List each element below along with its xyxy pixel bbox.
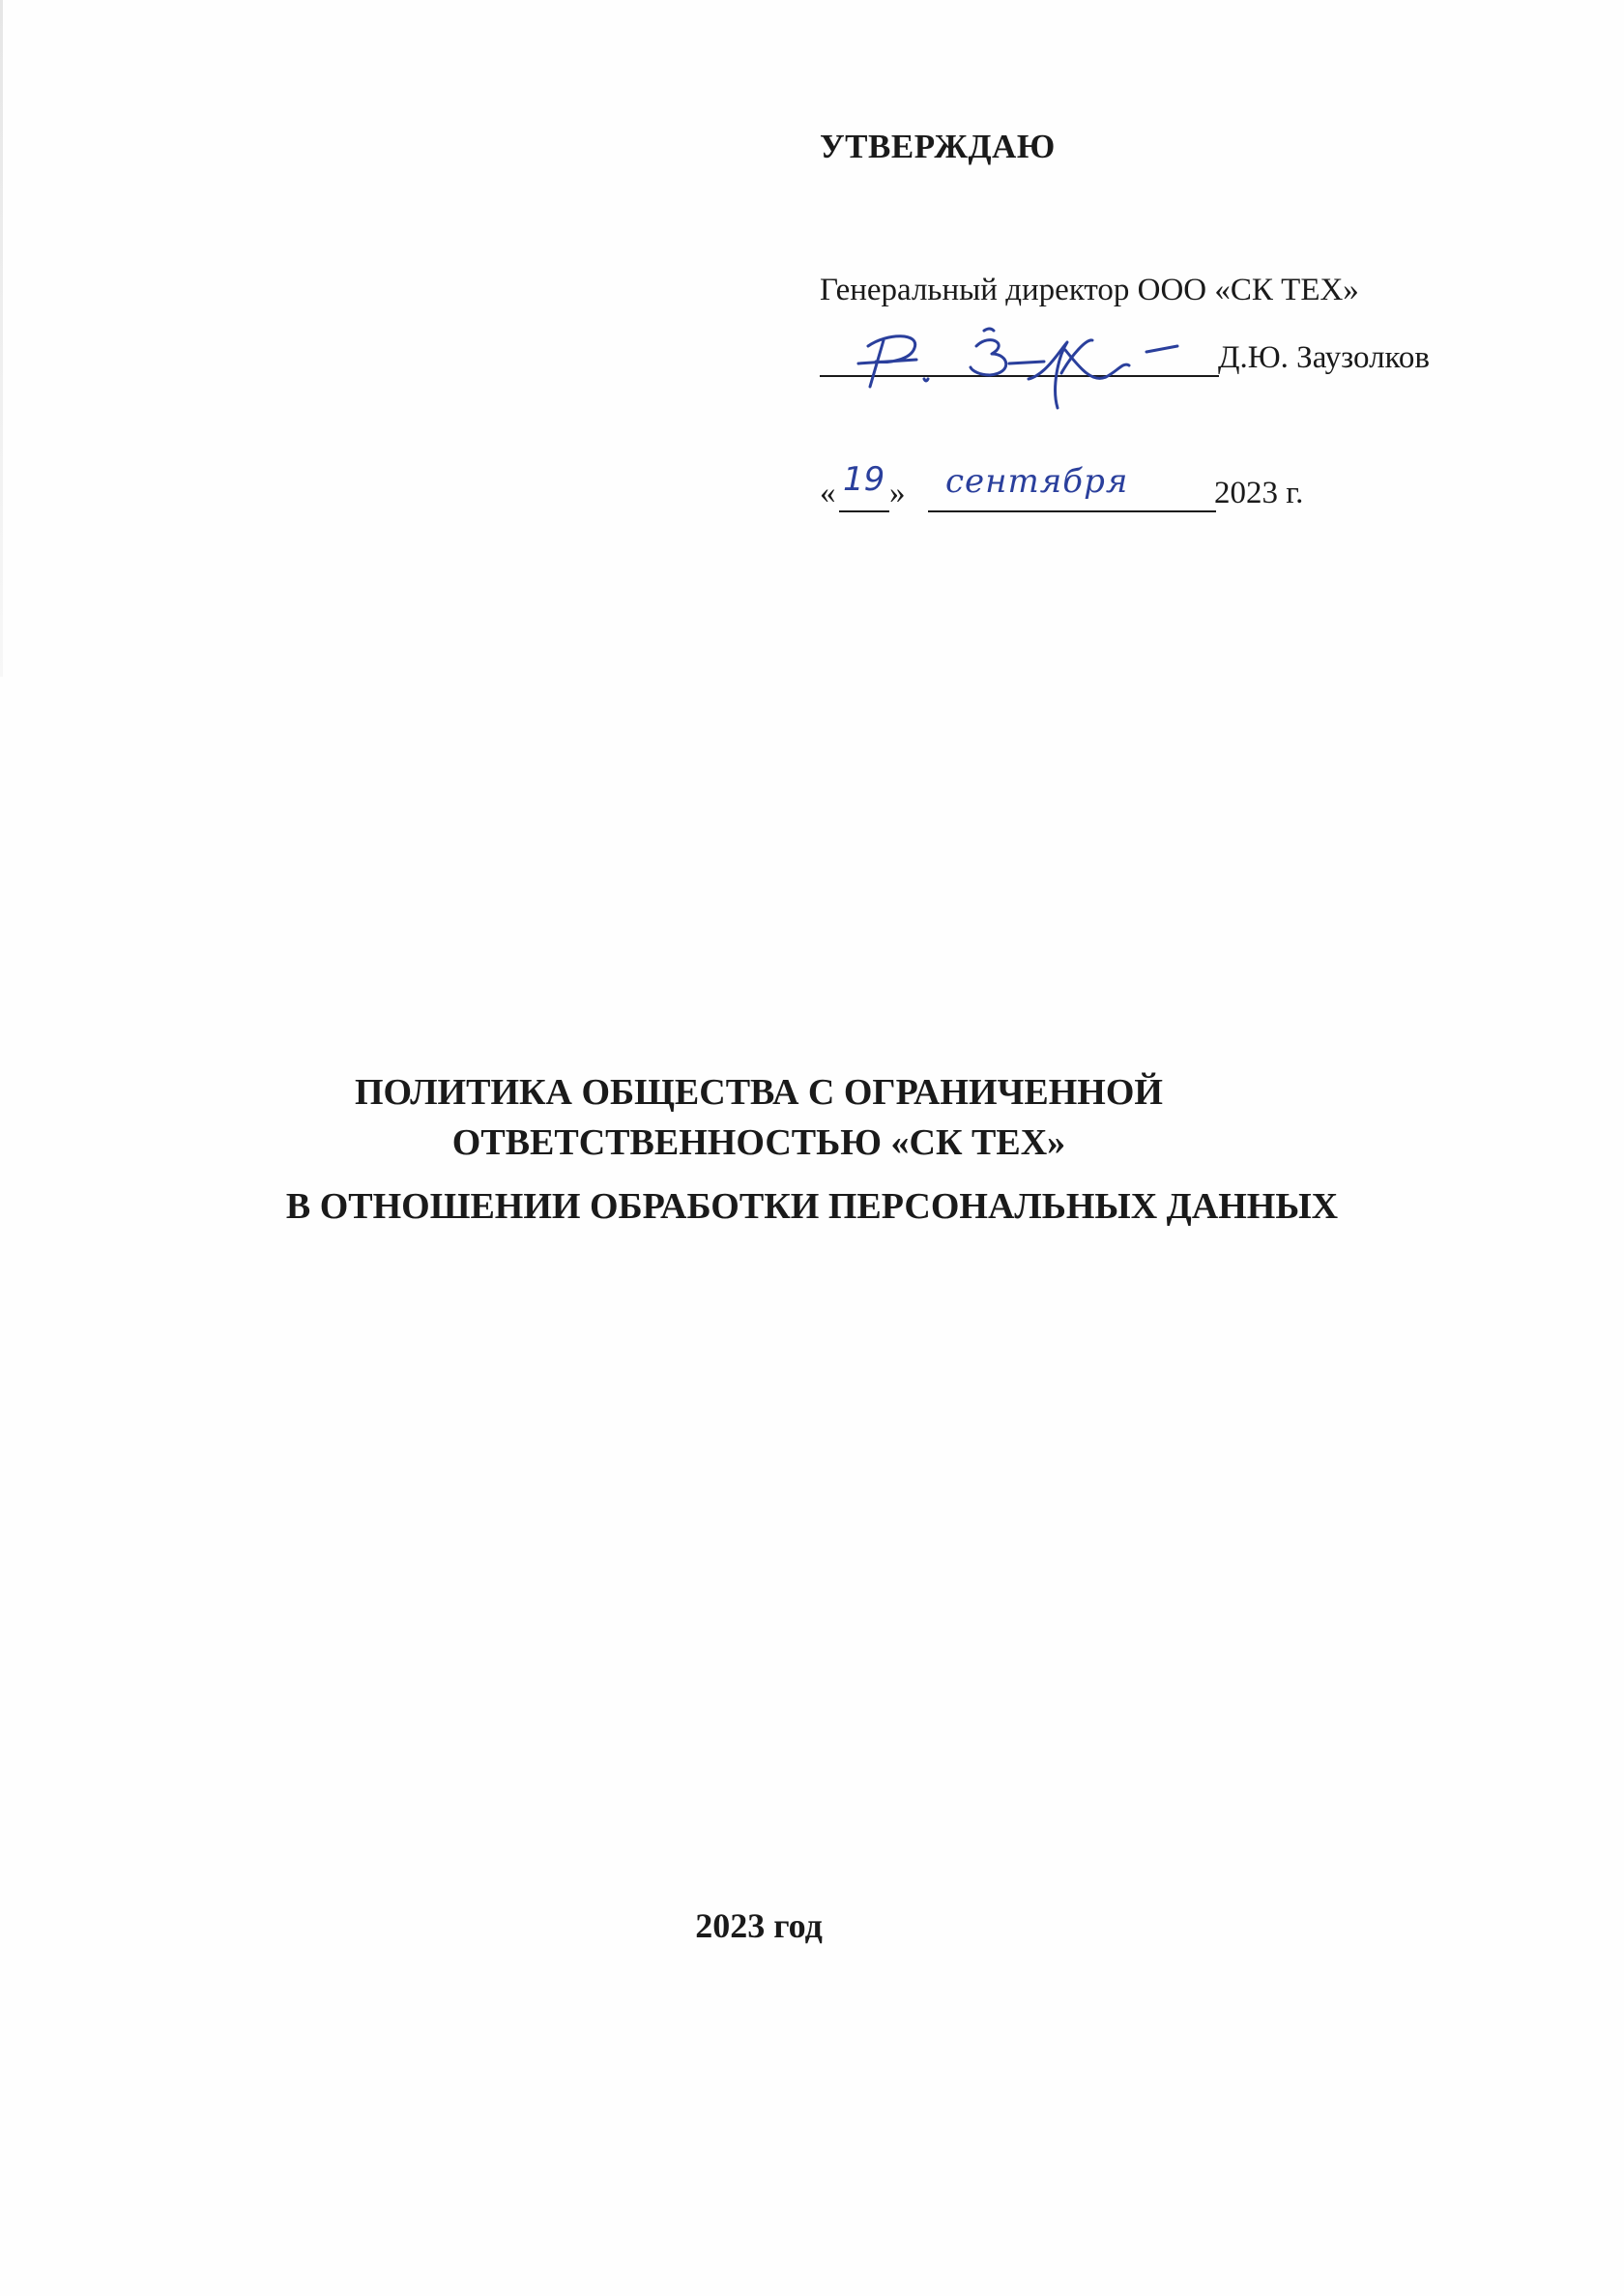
date-close-quote: »: [889, 476, 906, 510]
policy-title-line-2: ОТВЕТСТВЕННОСТЬЮ «СК ТЕХ»: [451, 1122, 1066, 1163]
day-blank: [839, 510, 889, 512]
approval-heading: УТВЕРЖДАЮ: [820, 128, 1056, 165]
policy-title-line-3: В ОТНОШЕНИИ ОБРАБОТКИ ПЕРСОНАЛЬНЫХ ДАННЫХ: [285, 1186, 1339, 1227]
scan-edge: [0, 0, 3, 677]
approval-date: [820, 460, 1361, 518]
date-open-quote: «: [820, 476, 836, 510]
date-day-handwritten: 19: [843, 460, 885, 499]
policy-title-line-1: ПОЛИТИКА ОБЩЕСТВА С ОГРАНИЧЕННОЙ: [355, 1072, 1163, 1113]
date-month-handwritten: сентября: [945, 462, 1129, 501]
signature-line: [820, 329, 1477, 379]
handwritten-signature: [839, 319, 1245, 416]
month-blank: [928, 510, 1216, 512]
date-year: 2023 г.: [1214, 476, 1304, 510]
policy-title: [0, 1067, 1624, 1232]
director-position: Генеральный директор ООО «СК ТЕХ»: [820, 273, 1359, 307]
document-year: 2023 год: [695, 1906, 823, 1945]
signer-name: Д.Ю. Заузолков: [1218, 340, 1430, 375]
